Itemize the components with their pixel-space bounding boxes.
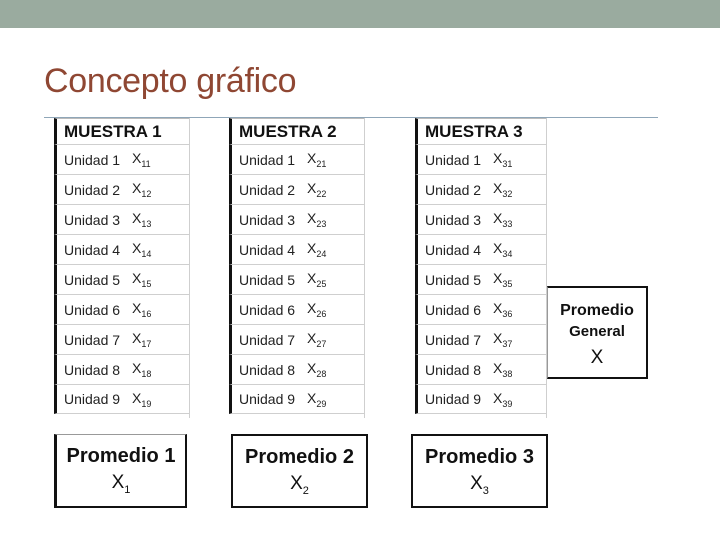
- unit-label: Unidad 1: [425, 151, 482, 168]
- average-box-1: [54, 434, 187, 508]
- value-cell: $X_{27}$: [307, 330, 327, 349]
- table-row: [54, 234, 189, 264]
- unit-label: Unidad 9: [239, 391, 296, 407]
- value-cell: $X_{24}$: [307, 240, 327, 259]
- average-box-2: [231, 434, 368, 508]
- table-row: [415, 384, 546, 414]
- value-cell: $X_{38}$: [493, 360, 513, 379]
- unit-label: Unidad 2: [425, 181, 482, 198]
- table-row: [229, 354, 364, 384]
- value-cell: $X_{12}$: [132, 180, 152, 199]
- unit-label: Unidad 4: [239, 241, 296, 258]
- table-row: [415, 294, 546, 324]
- table-row: [229, 264, 364, 294]
- average-symbol: $X_2$: [290, 473, 309, 497]
- value-cell: $X_{11}$: [132, 150, 151, 169]
- value-cell: $X_{35}$: [493, 270, 513, 289]
- unit-label: Unidad 2: [64, 181, 121, 198]
- average-symbol: $X_3$: [470, 473, 489, 497]
- table-row: [54, 384, 189, 414]
- value-cell: $X_{13}$: [132, 210, 152, 229]
- sample-header: MUESTRA 3: [415, 118, 546, 144]
- value-cell: $X_{31}$: [493, 150, 513, 169]
- unit-label: Unidad 5: [239, 271, 296, 288]
- average-box-3: [411, 434, 548, 508]
- average-label: Promedio 2: [245, 446, 354, 468]
- table-row: [229, 384, 364, 414]
- table-row: [415, 204, 546, 234]
- value-cell: $X_{34}$: [493, 240, 513, 259]
- value-cell: $X_{22}$: [307, 180, 327, 199]
- general-average-symbol: X: [590, 347, 604, 368]
- table-row: [229, 294, 364, 324]
- unit-label: Unidad 3: [425, 211, 482, 228]
- value-cell: $X_{28}$: [307, 360, 327, 379]
- unit-label: Unidad 5: [425, 271, 482, 288]
- value-cell: $X_{32}$: [493, 180, 513, 199]
- table-row: [415, 264, 546, 294]
- table-row: [229, 204, 364, 234]
- unit-label: Unidad 9: [425, 391, 482, 407]
- table-row: [54, 354, 189, 384]
- unit-label: Unidad 7: [64, 331, 121, 348]
- table-row: [415, 144, 546, 174]
- sample-header: MUESTRA 2: [229, 118, 364, 144]
- unit-label: Unidad 3: [64, 211, 121, 228]
- general-average-box: [547, 286, 648, 379]
- sample-table-1: [54, 118, 189, 414]
- table-row: [415, 234, 546, 264]
- unit-label: Unidad 8: [64, 361, 121, 378]
- unit-label: Unidad 1: [239, 151, 296, 168]
- unit-label: Unidad 9: [64, 391, 121, 407]
- value-cell: $X_{26}$: [307, 300, 327, 319]
- value-cell: $X_{15}$: [132, 270, 152, 289]
- table-row: [54, 204, 189, 234]
- table-row: [415, 354, 546, 384]
- table-row: [415, 324, 546, 354]
- table-row: [229, 234, 364, 264]
- unit-label: Unidad 4: [425, 241, 482, 258]
- general-average-label-line1: Promedio: [560, 302, 634, 319]
- table-row: [229, 144, 364, 174]
- value-cell: $X_{33}$: [493, 210, 513, 229]
- value-cell: $X_{25}$: [307, 270, 327, 289]
- unit-label: Unidad 6: [64, 301, 121, 318]
- sample-header: MUESTRA 1: [54, 118, 189, 144]
- unit-label: Unidad 5: [64, 271, 121, 288]
- average-label: Promedio 1: [66, 445, 176, 467]
- unit-label: Unidad 4: [64, 241, 121, 258]
- value-cell: $X_{39}$: [493, 389, 513, 409]
- sample-table-2: [229, 118, 364, 414]
- average-label: Promedio 3: [425, 446, 534, 468]
- table-row: [54, 144, 189, 174]
- unit-label: Unidad 8: [239, 361, 296, 378]
- table-row: [54, 324, 189, 354]
- value-cell: $X_{17}$: [132, 330, 152, 349]
- sample-table-3: [415, 118, 546, 414]
- value-cell: $X_{23}$: [307, 210, 327, 229]
- value-cell: $X_{37}$: [493, 330, 513, 349]
- unit-label: Unidad 7: [425, 331, 482, 348]
- table-row: [229, 324, 364, 354]
- value-cell: $X_{16}$: [132, 300, 152, 319]
- unit-label: Unidad 6: [425, 301, 482, 318]
- table-row: [54, 294, 189, 324]
- unit-label: Unidad 8: [425, 361, 482, 378]
- unit-label: Unidad 6: [239, 301, 296, 318]
- unit-label: Unidad 7: [239, 331, 296, 348]
- value-cell: $X_{18}$: [132, 360, 152, 379]
- unit-label: Unidad 3: [239, 211, 296, 228]
- top-accent-bar: [0, 0, 720, 28]
- table-row: [229, 174, 364, 204]
- value-cell: $X_{29}$: [307, 389, 327, 409]
- average-symbol: $X_1$: [111, 472, 131, 496]
- unit-label: Unidad 1: [64, 151, 121, 168]
- table-row: [54, 264, 189, 294]
- value-cell: $X_{21}$: [307, 150, 327, 169]
- value-cell: $X_{14}$: [132, 240, 152, 259]
- general-average-label-line2: General: [569, 323, 625, 340]
- value-cell: $X_{19}$: [132, 389, 152, 409]
- value-cell: $X_{36}$: [493, 300, 513, 319]
- table-row: [415, 174, 546, 204]
- unit-label: Unidad 2: [239, 181, 296, 198]
- table-divider: [364, 118, 365, 418]
- slide-title: Concepto gráfico: [44, 62, 297, 100]
- table-divider: [189, 118, 190, 418]
- table-row: [54, 174, 189, 204]
